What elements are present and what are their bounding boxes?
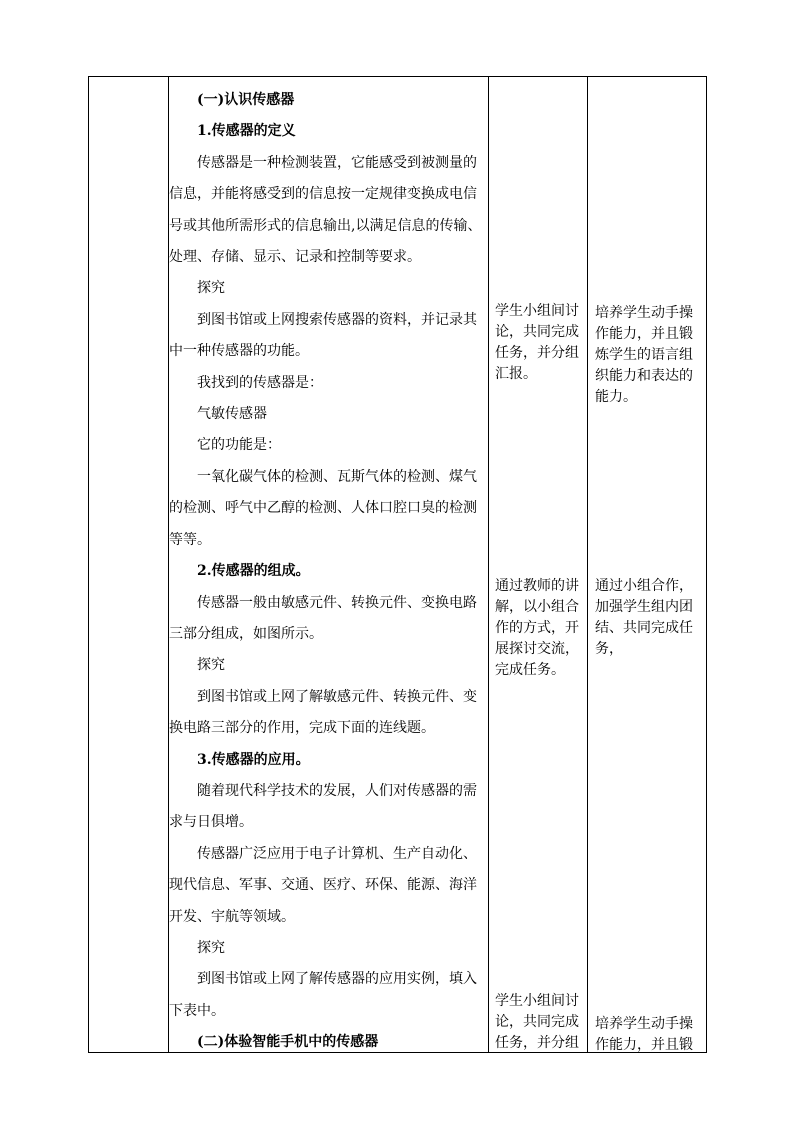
paragraph: 到图书馆或上网搜索传感器的资料，并记录其中一种传感器的功能。 (169, 311, 477, 360)
student-activity-cell: 学生小组间讨论，共同完成任务，并分组汇报。 (495, 303, 579, 382)
design-intent-cell: 培养学生动手操作能力，并且锻炼学生的语言组织能力和表达的能力。 (595, 305, 693, 405)
design-intent-cell: 通过小组合作，加强学生组内团结、共同完成任务， (595, 578, 693, 657)
lesson-table (88, 76, 707, 1053)
column-divider (488, 77, 489, 1052)
paragraph: 它的功能是： (197, 437, 281, 454)
section-heading: (二)体验智能手机中的传感器 (197, 1034, 379, 1051)
paragraph: 到图书馆或上网了解敏感元件、转换元件、变换电路三部分的作用，完成下面的连线题。 (169, 688, 477, 737)
paragraph: 探究 (197, 280, 225, 297)
paragraph: 到图书馆或上网了解传感器的应用实例，填入下表中。 (169, 971, 477, 1019)
column-divider (587, 77, 588, 1052)
paragraph: 传感器广泛应用于电子计算机、生产自动化、现代信息、军事、交通、医疗、环保、能源、海洋开发、宇航等领域。 (169, 845, 477, 925)
paragraph: 气敏传感器 (197, 406, 267, 423)
subsection-heading: 1.传感器的定义 (197, 123, 296, 140)
student-activity-cell: 学生小组间讨论，共同完成任务，并分组 (495, 993, 579, 1051)
paragraph: 传感器一般由敏感元件、转换元件、变换电路三部分组成，如图所示。 (169, 594, 477, 642)
subsection-heading: 2.传感器的组成。 (197, 563, 310, 580)
paragraph: 我找到的传感器是： (197, 374, 323, 391)
paragraph: 随着现代科学技术的发展，人们对传感器的需求与日俱增。 (169, 782, 477, 831)
paragraph: 传感器是一种检测装置，它能感受到被测量的信息，并能将感受到的信息按一定规律变换成电信号或其他所需形式的信息输出,以满足信息的传输、处理、存储、显示、记录和控制等要求。 (169, 154, 482, 266)
paragraph: 探究 (197, 939, 225, 956)
student-activity-cell: 通过教师的讲解，以小组合作的方式，开展探讨交流，完成任务。 (495, 578, 579, 678)
design-intent-cell: 培养学生动手操作能力，并且锻 (595, 1016, 693, 1053)
section-heading: (一)认识传感器 (197, 92, 295, 108)
teaching-content (169, 85, 487, 1059)
paragraph: 探究 (197, 657, 225, 674)
paragraph: 一氧化碳气体的检测、瓦斯气体的检测、煤气的检测、呼气中乙醇的检测、人体口腔口臭的检测等等。 (169, 468, 477, 548)
subsection-heading: 3.传感器的应用。 (197, 751, 310, 768)
